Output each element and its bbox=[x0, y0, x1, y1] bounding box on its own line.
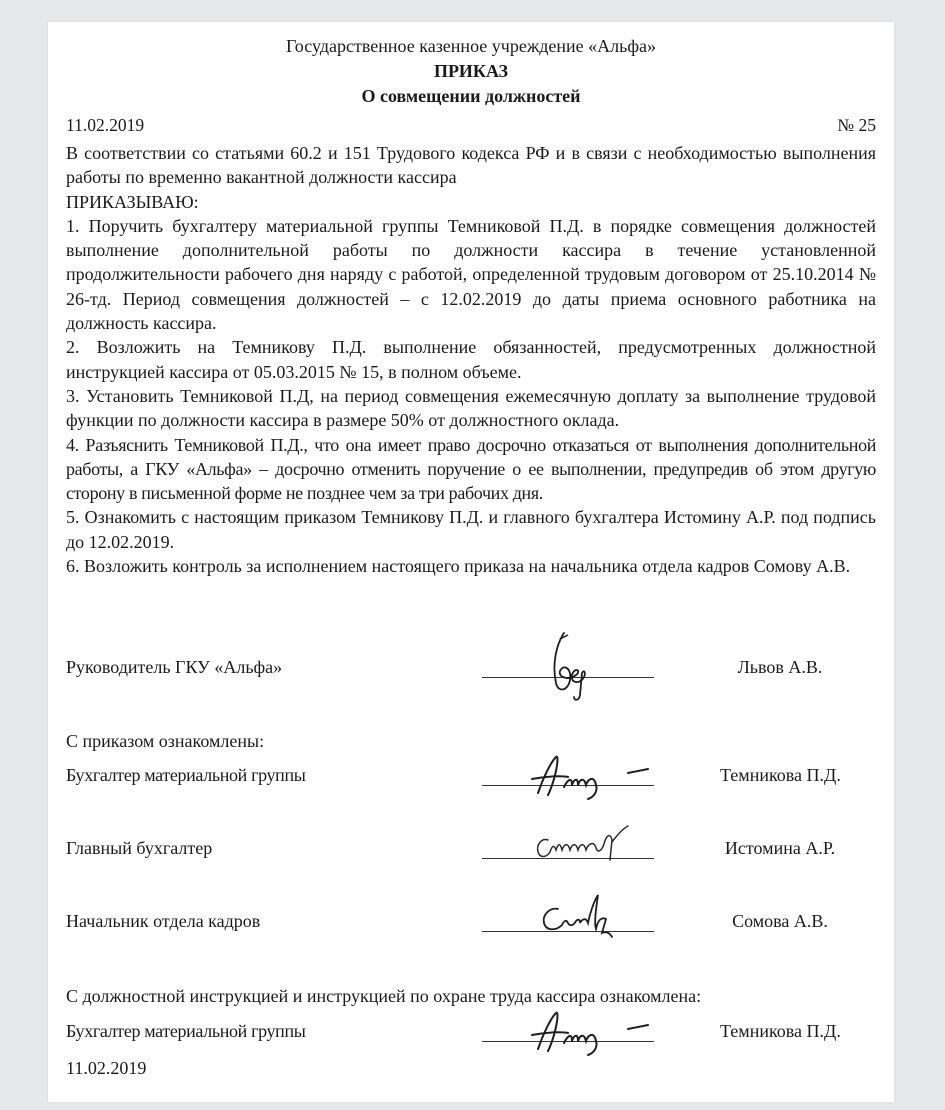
signer-role: Бухгалтер материальной группы bbox=[66, 1021, 306, 1041]
order-item-5: 5. Ознакомить с настоящим приказом Темникову П.Д. и главного бухгалтера Истомину А.Р. под подпись до 12.02.2019. bbox=[66, 507, 876, 552]
order-word: ПРИКАЗЫВАЮ: bbox=[66, 191, 199, 212]
handwritten-signature-icon bbox=[536, 889, 626, 945]
handwritten-signature-icon bbox=[528, 822, 638, 868]
order-item-6: 6. Возложить контроль за исполнением настоящего приказа на начальника отдела кадров Сомову А.В. bbox=[66, 556, 851, 577]
signer-name: Сомова А.В. bbox=[732, 911, 828, 931]
handwritten-signature-icon bbox=[534, 625, 604, 705]
date-number-row bbox=[66, 113, 876, 137]
handwritten-signature-icon bbox=[524, 1007, 674, 1057]
signature-row-head bbox=[66, 655, 876, 715]
order-item-3: 3. Установить Темниковой П.Д, на период совмещения ежемесячную доплату за выполнение трудовой функции по должности кассира в размере 50% от должностного оклада. bbox=[66, 385, 876, 431]
order-item-2: 2. Возложить на Темникову П.Д. выполнение обязанностей, предусмотренных должностной инструкцией кассира от 05.03.2015 № 15, в полном объеме. bbox=[66, 337, 876, 382]
final-date: 11.02.2019 bbox=[66, 1058, 147, 1078]
intro-paragraph: В соответствии со статьями 60.2 и 151 Трудового кодекса РФ и в связи с необходимостью выполнения работы по временно вакантной должности кассира bbox=[66, 143, 876, 188]
signer-role: Бухгалтер материальной группы bbox=[66, 765, 306, 785]
document-number: № 25 bbox=[837, 115, 876, 135]
signer-name: Львов А.В. bbox=[737, 657, 823, 677]
signer-name: Темникова П.Д. bbox=[720, 765, 841, 785]
document-date: 11.02.2019 bbox=[66, 115, 145, 135]
signature-row-instruction bbox=[66, 1019, 876, 1079]
document-page bbox=[48, 22, 894, 1102]
document-subject: О совмещении должностей bbox=[361, 86, 581, 106]
signature-row-chief-accountant bbox=[66, 836, 876, 896]
instruction-acquainted-label: С должностной инструкцией и инструкцией по охране труда кассира ознакомлена: bbox=[66, 986, 702, 1006]
signer-name: Истомина А.Р. bbox=[724, 838, 836, 858]
signature-row-accountant bbox=[66, 763, 876, 823]
acquainted-label: С приказом ознакомлены: bbox=[66, 731, 265, 751]
organization-name: Государственное казенное учреждение «Альфа» bbox=[285, 36, 656, 56]
signer-name: Темникова П.Д. bbox=[720, 1021, 841, 1041]
signature-row-hr-head bbox=[66, 909, 876, 969]
order-item-4: 4. Разъяснить Темниковой П.Д., что она имеет право досрочно отказаться от выполнения дополнительной работы, а ГКУ «Альфа» – досрочно отменить поручение о ее выполнении, предупредив об этом другую сторону в письменной форме не позднее чем за три рабочих дня. bbox=[66, 434, 876, 504]
document-body bbox=[66, 34, 876, 578]
handwritten-signature-icon bbox=[524, 751, 674, 801]
signer-role: Начальник отдела кадров bbox=[66, 911, 261, 931]
document-type: ПРИКАЗ bbox=[433, 61, 509, 81]
order-item-1: 1. Поручить бухгалтеру материальной группы Темниковой П.Д. в порядке совмещения должностей выполнение дополнительной работы по должности кассира в течение установленной продолжительности рабочего дня наряду с работой, определенной трудовым договором от 25.10.2014 № 26-тд. Период совмещения должностей – с 12.02.2019 до даты приема основного работника на должность кассира. bbox=[66, 215, 876, 334]
signer-role: Руководитель ГКУ «Альфа» bbox=[66, 657, 283, 677]
signer-role: Главный бухгалтер bbox=[66, 838, 213, 858]
